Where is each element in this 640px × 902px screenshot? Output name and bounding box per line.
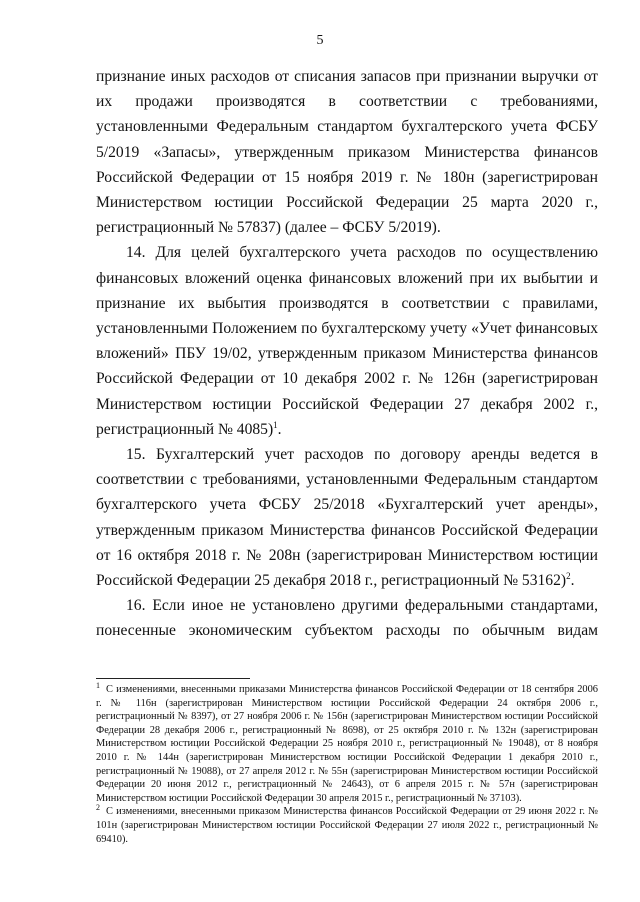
footnote-1 — [96, 680, 598, 805]
paragraph-16-start — [96, 593, 598, 643]
footnotes — [96, 680, 598, 846]
paragraph-tail: . — [570, 572, 575, 590]
document-body — [96, 64, 598, 644]
paragraph-text: 16. Если иное не установлено другими федеральными стандартами, понесенные экономическим субъектом расходы по обычным видам — [96, 597, 598, 640]
footnote-reference[interactable]: 1 — [273, 419, 278, 430]
paragraph-text: признание иных расходов от списания запасов при признании выручки от их продажи производятся в соответствии с требованиями, установленными Федеральным стандартом бухгалтерского учета ФСБУ 5/2019 «Запасы», утвержденным приказом Министерства финансов Российской Федерации от 15 ноября 2019 г. № 180н (зарегистрирован Министерством юстиции Российской Федерации 25 марта 2020 г., регистрационный № 57837) (далее – ФСБУ 5/2019). — [96, 68, 598, 237]
page-number: 5 — [316, 33, 324, 48]
footnote-text: С изменениями, внесенными приказом Министерства финансов Российской Федерации от 29 июня 2022 г. № 101н (зарегистрирован Министерством юстиции Российской Федерации 27 июля 2022 г., регистрационный № 69410). — [96, 806, 598, 845]
footnote-2 — [96, 802, 598, 846]
paragraph-13-continuation — [96, 64, 598, 240]
footnote-mark: 2 — [96, 802, 100, 812]
paragraph-text: 14. Для целей бухгалтерского учета расходов по осуществлению финансовых вложений оценка финансовых вложений при их выбытии и признание их выбытия производятся в соответствии с правилами, установленными Положением по бухгалтерскому учету «Учет финансовых вложений» ПБУ 19/02, утвержденным приказом Министерства финансов Российской Федерации от 10 декабря 2002 г. № 126н (зарегистрирован Министерством юстиции Российской Федерации 27 декабря 2002 г., регистрационный № 4085) — [96, 244, 598, 438]
footnote-mark: 1 — [96, 680, 100, 690]
paragraph-14 — [96, 240, 598, 442]
paragraph-tail: . — [277, 420, 282, 438]
footnote-reference[interactable]: 2 — [566, 570, 571, 581]
paragraph-text: 15. Бухгалтерский учет расходов по договору аренды ведется в соответствии с требованиями, установленными Федеральным стандартом бухгалтерского учета ФСБУ 25/2018 «Бухгалтерский учет аренды», утвержденным приказом Министерства финансов Российской Федерации от 16 октября 2018 г. № 208н (зарегистрирован Министерством юстиции Российской Федерации 25 декабря 2018 г., регистрационный № 53162) — [96, 446, 598, 590]
footnote-separator — [96, 678, 250, 679]
footnote-text: С изменениями, внесенными приказами Министерства финансов Российской Федерации от 18 сентября 2006 г. № 116н (зарегистрирован Министерством юстиции Российской Федерации 24 октября 2006 г., регистрационный № 8397), от 27 ноября 2006 г. № 156н (зарегистрирован Министерством юстиции Российской Федерации 28 декабря 2006 г., регистрационный № 8698), от 25 октября 2010 г. № 132н (зарегистрирован Министерством юстиции Российской Федерации 25 ноября 2010 г., регистрационный № 19048), от 8 ноября 2010 г. № 144н (зарегистрирован Министерством юстиции Российской Федерации 1 декабря 2010 г., регистрационный № 19088), от 27 апреля 2012 г. № 55н (зарегистрирован Министерством юстиции Российской Федерации 20 июня 2012 г., регистрационный № 24643), от 6 апреля 2015 г. № 57н (зарегистрирован Министерством юстиции Российской Федерации 30 апреля 2015 г., регистрационный № 37103). — [96, 684, 598, 804]
paragraph-15 — [96, 442, 598, 593]
